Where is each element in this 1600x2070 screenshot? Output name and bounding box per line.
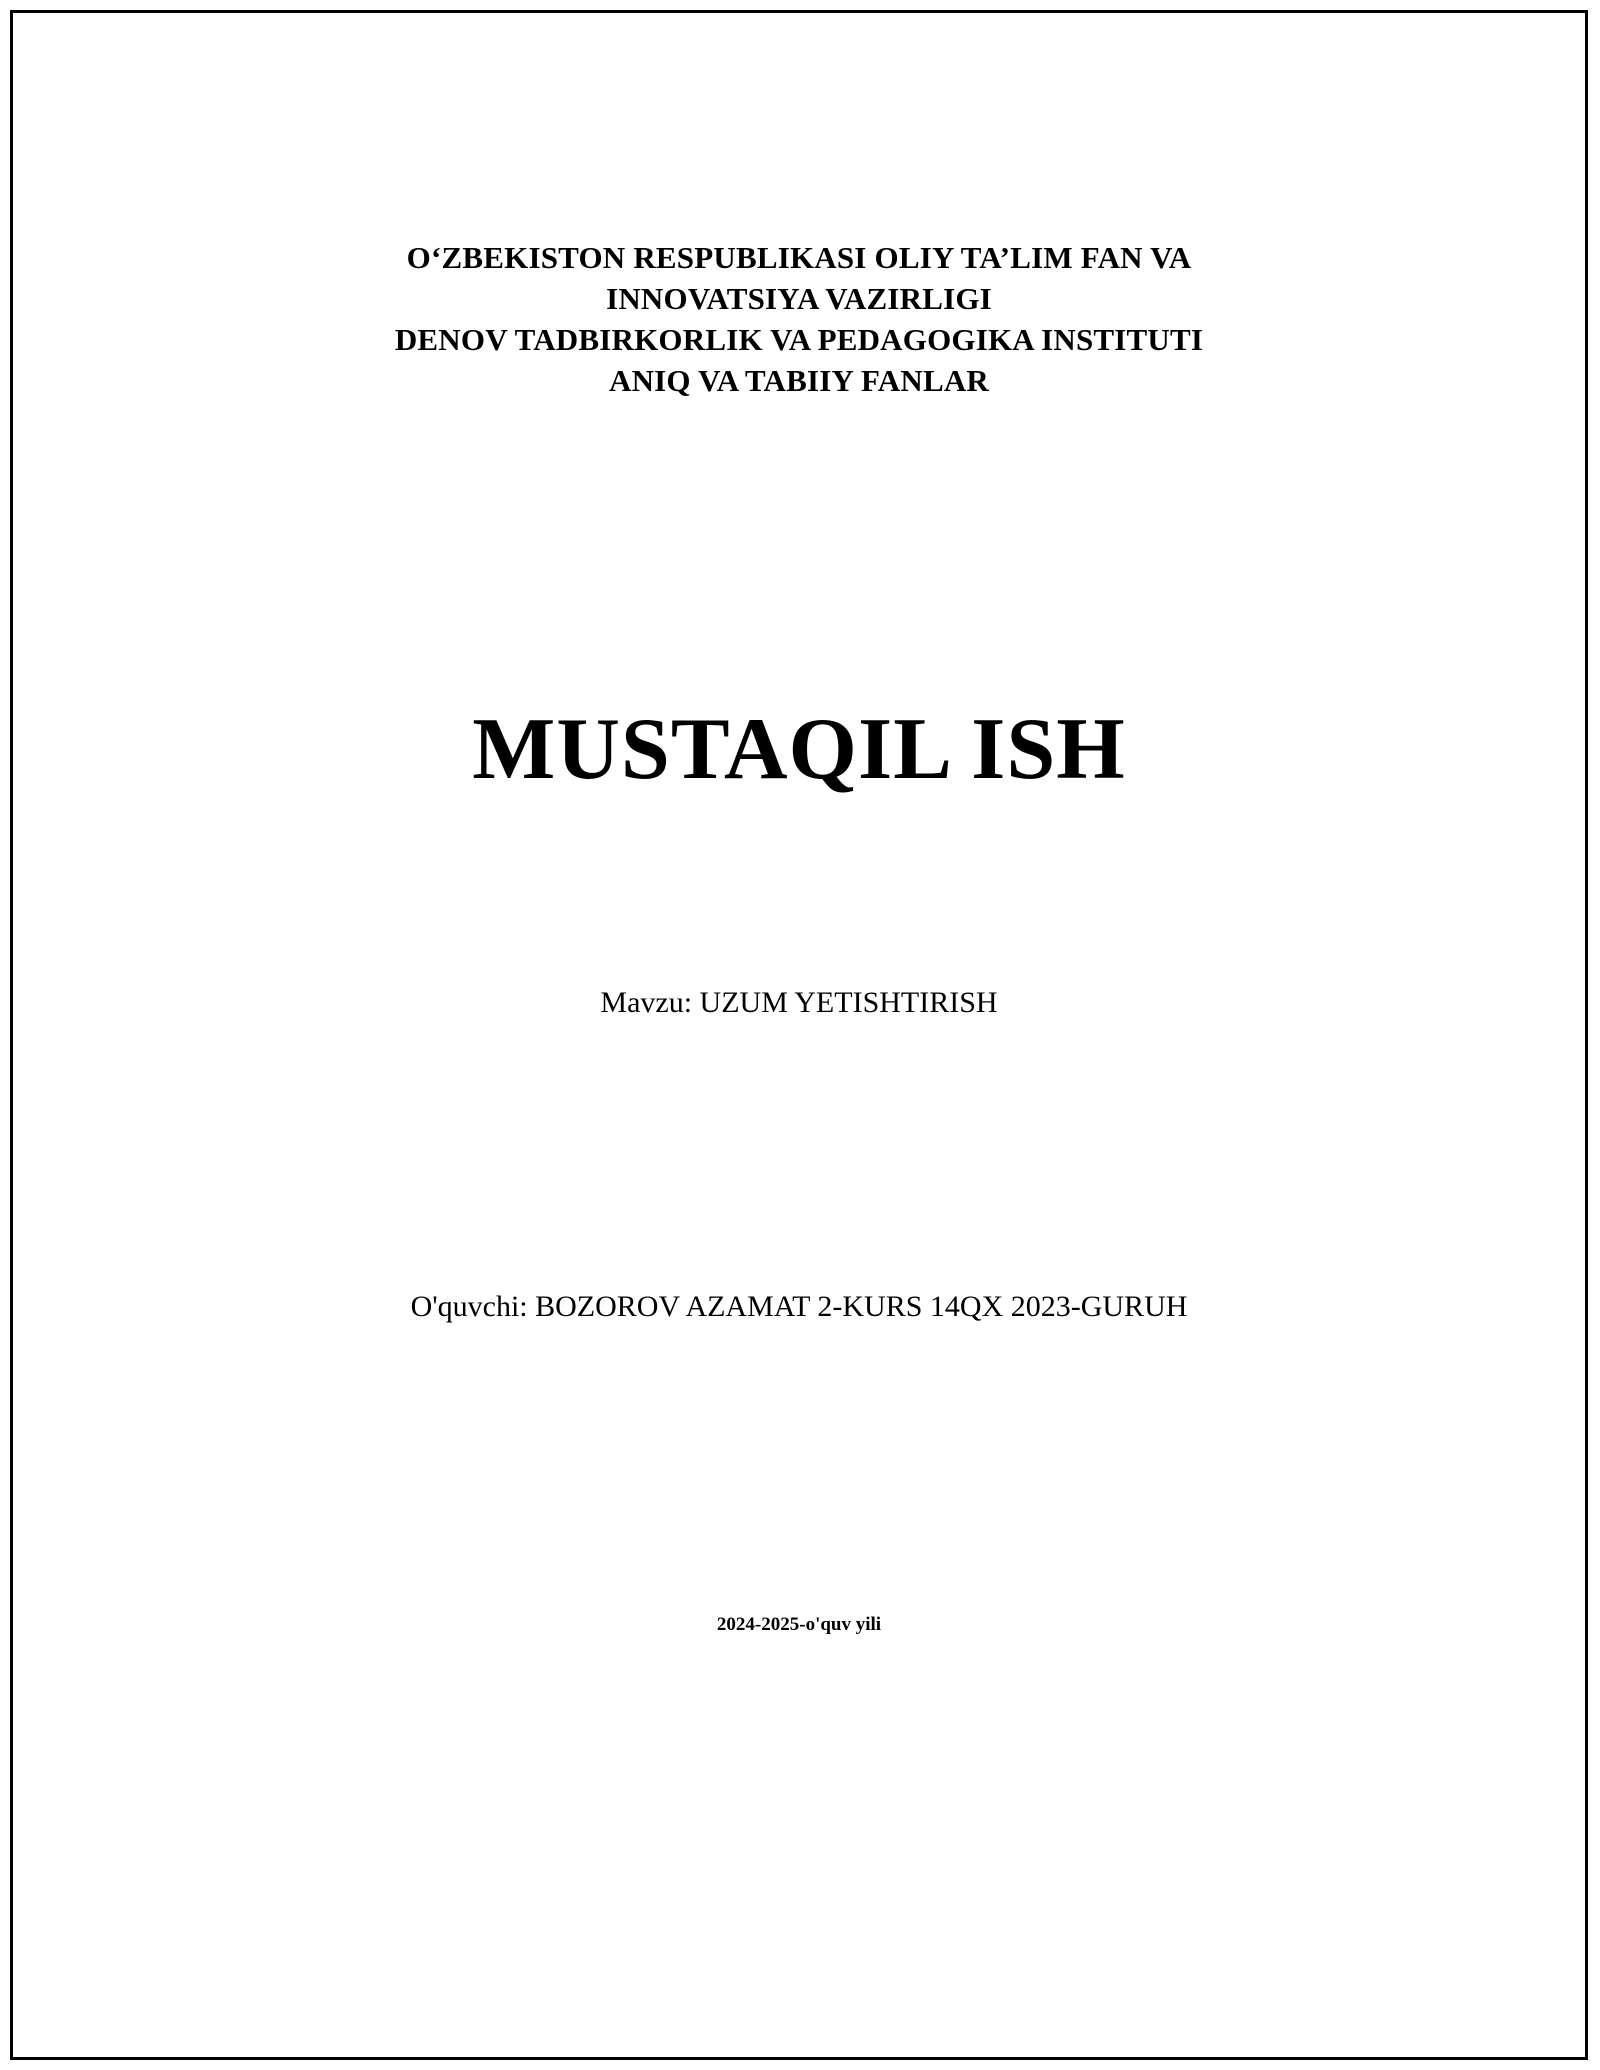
institution-header-line-2: INNOVATSIYA VAZIRLIGI — [606, 280, 992, 316]
page-title: MUSTAQIL ISH — [472, 700, 1126, 798]
academic-year-line: 2024-2025-o'quv yili — [716, 1614, 882, 1636]
institution-header-line-1: O‘ZBEKISTON RESPUBLIKASI OLIY TA’LIM FAN VA — [406, 240, 1192, 275]
subject-line: Mavzu: UZUM YETISHTIRISH — [600, 986, 998, 1020]
student-line: O'quvchi: BOZOROV AZAMAT 2-KURS 14QX 2023-GURUH — [410, 1290, 1188, 1324]
institution-header-line-4: ANIQ VA TABIIY FANLAR — [608, 362, 989, 398]
page-border-frame — [10, 10, 1588, 2060]
institution-header-line-3: DENOV TADBIRKORLIK VA PEDAGOGIKA INSTITUTI — [394, 321, 1204, 357]
page-content — [13, 13, 1585, 2057]
institution-header — [73, 238, 1525, 402]
